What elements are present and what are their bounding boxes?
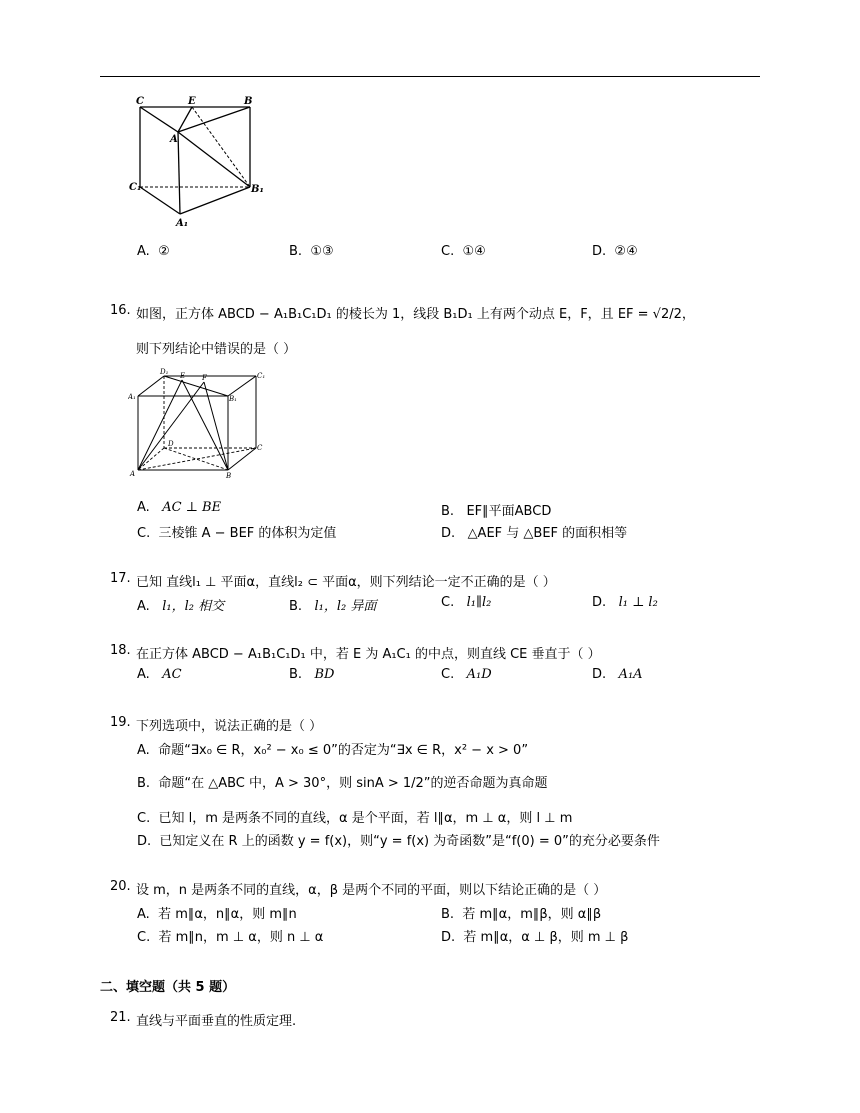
q15-label-c: C xyxy=(136,96,144,107)
q15-label-e: E xyxy=(188,96,196,107)
q20-option-d: D. 若 m∥α，α ⊥ β，则 m ⊥ β xyxy=(441,930,629,945)
q17-number: 17. xyxy=(110,571,131,586)
q19-option-a: A. 命题“∃x₀ ∈ R，x₀² − x₀ ≤ 0”的否定为“∃x ∈ R，x² − x > 0” xyxy=(137,743,529,758)
q18-option-a: A. AC xyxy=(137,667,182,682)
q15-option-c: C. ①④ xyxy=(441,244,486,259)
q16-cube-figure xyxy=(128,368,270,480)
q16-option-c: C. 三棱锥 A − BEF 的体积为定值 xyxy=(137,526,337,541)
q20-option-a: A. 若 m∥α，n∥α，则 m∥n xyxy=(137,907,297,922)
header-rule xyxy=(100,76,760,77)
q15-option-a: A. ② xyxy=(137,244,170,259)
q16-label-c1: C₁ xyxy=(257,372,266,380)
section-title: 二、填空题（共 5 题） xyxy=(100,980,236,995)
q17-option-b: B. l₁，l₂ 异面 xyxy=(289,599,377,614)
q19-option-b: B. 命题“在 △ABC 中，A > 30°，则 sinA > 1/2”的逆否命题为真命题 xyxy=(137,776,548,791)
q16-label-a: A xyxy=(130,470,136,478)
q16-option-b: B. EF∥平面ABCD xyxy=(441,504,552,519)
q18-number: 18. xyxy=(110,643,131,658)
q17-option-c: C. l₁∥l₂ xyxy=(441,595,492,610)
q16-option-a: A. AC ⊥ BE xyxy=(137,500,222,515)
q15-label-a1: A₁ xyxy=(176,218,189,229)
q15-option-b: B. ①③ xyxy=(289,244,334,259)
q16-label-d1: D₁ xyxy=(160,368,169,376)
q19-stem: 下列选项中，说法正确的是（ ） xyxy=(136,719,323,734)
q15-prism-figure xyxy=(128,92,268,230)
q19-option-d: D. 已知定义在 R 上的函数 y = f(x)，则“y = f(x) 为奇函数”是“f(0) = 0”的充分必要条件 xyxy=(137,834,660,849)
q18-option-c: C. A₁D xyxy=(441,667,492,682)
q16-number: 16. xyxy=(110,303,131,318)
q19-number: 19. xyxy=(110,715,131,730)
q16-label-c: C xyxy=(257,444,263,452)
q19-option-c: C. 已知 l，m 是两条不同的直线，α 是个平面，若 l∥α，m ⊥ α，则 l ⊥ m xyxy=(137,811,573,826)
q15-label-a: A xyxy=(170,134,178,145)
q17-option-a: A. l₁，l₂ 相交 xyxy=(137,599,225,614)
q15-option-d: D. ②④ xyxy=(592,244,638,259)
q21-number: 21. xyxy=(110,1010,131,1025)
q16-stem-line1: 如图，正方体 ABCD − A₁B₁C₁D₁ 的棱长为 1，线段 B₁D₁ 上有两个动点 E，F，且 EF = √2/2， xyxy=(136,307,695,322)
q16-label-b1: B₁ xyxy=(229,395,237,403)
q16-label-d: D xyxy=(168,440,174,448)
q17-stem: 已知 直线l₁ ⊥ 平面α，直线l₂ ⊂ 平面α，则下列结论一定不正确的是（ ） xyxy=(136,575,556,590)
q16-label-a1: A₁ xyxy=(128,393,136,401)
q16-option-d: D. △AEF 与 △BEF 的面积相等 xyxy=(441,526,628,541)
q18-stem: 在正方体 ABCD − A₁B₁C₁D₁ 中，若 E 为 A₁C₁ 的中点，则直线 CE 垂直于（ ） xyxy=(136,647,601,662)
q15-label-b: B xyxy=(244,96,253,107)
q16-label-e: E xyxy=(180,372,186,380)
q17-option-d: D. l₁ ⊥ l₂ xyxy=(592,595,658,610)
q18-option-b: B. BD xyxy=(289,667,335,682)
q18-option-d: D. A₁A xyxy=(592,667,643,682)
q20-stem: 设 m，n 是两条不同的直线，α，β 是两个不同的平面，则以下结论正确的是（ ） xyxy=(136,883,607,898)
q16-stem-line2: 则下列结论中错误的是（ ） xyxy=(136,342,297,357)
q16-label-b: B xyxy=(226,472,232,480)
q21-stem: 直线与平面垂直的性质定理. xyxy=(136,1014,297,1029)
q20-number: 20. xyxy=(110,879,131,894)
q15-label-c1: C₁ xyxy=(129,182,142,193)
q20-option-c: C. 若 m∥n，m ⊥ α，则 n ⊥ α xyxy=(137,930,324,945)
q15-label-b1: B₁ xyxy=(251,184,264,195)
q16-label-f: F xyxy=(202,374,207,382)
q20-option-b: B. 若 m∥α，m∥β，则 α∥β xyxy=(441,907,602,922)
